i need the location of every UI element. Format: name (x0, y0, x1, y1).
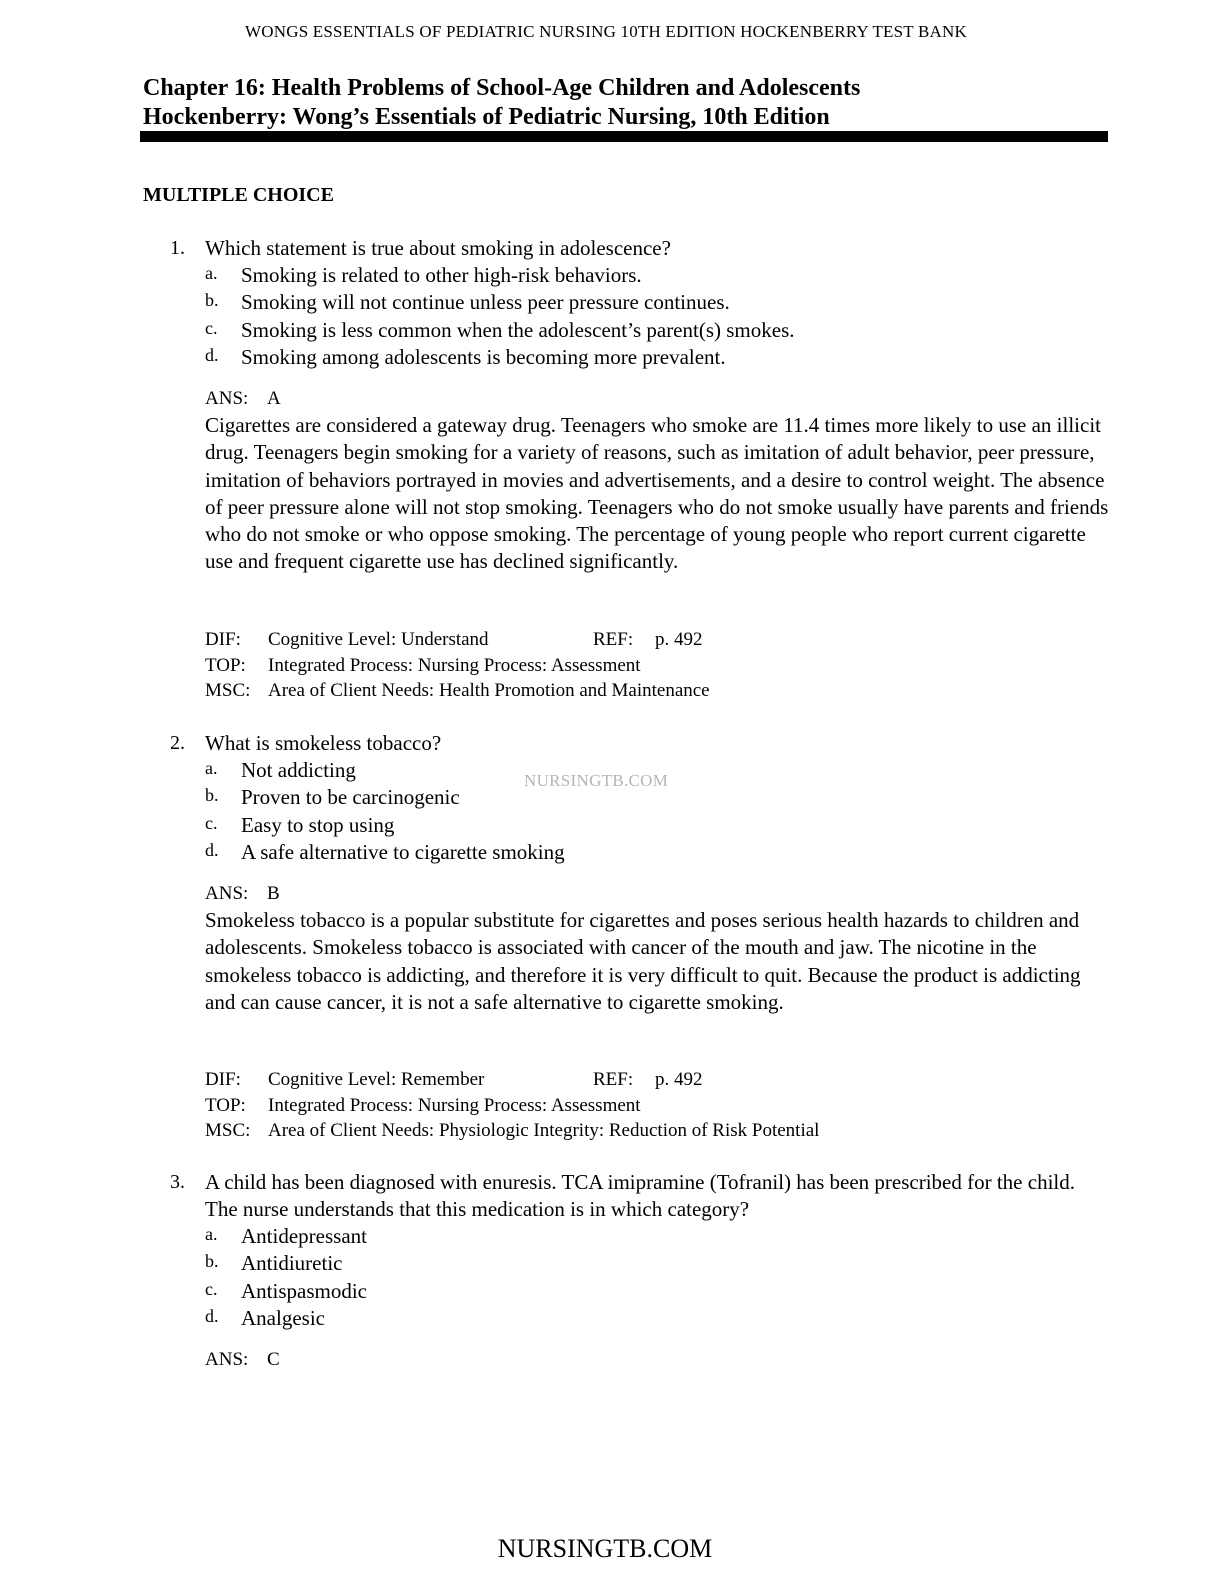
book-title-line: Hockenberry: Wong’s Essentials of Pediatric Nursing, 10th Edition (143, 104, 830, 130)
top-value: Integrated Process: Nursing Process: Assessment (268, 1094, 641, 1116)
option-text: Smoking is related to other high-risk behaviors. (241, 263, 642, 287)
ref-value: p. 492 (655, 629, 703, 650)
option-c (205, 812, 1110, 839)
title-rule (140, 131, 1108, 142)
answer-options (205, 262, 1110, 372)
option-letter: b. (205, 785, 219, 806)
top-row (205, 653, 1105, 679)
option-letter: c. (205, 812, 218, 833)
msc-value: Area of Client Needs: Health Promotion and Maintenance (268, 680, 710, 701)
dif-value: Cognitive Level: Remember (268, 1069, 485, 1090)
answer-label: ANS: (205, 388, 249, 409)
option-a (205, 262, 1110, 289)
question-stem: Which statement is true about smoking in adolescence? (205, 236, 671, 260)
ref-label: REF: (593, 1069, 634, 1090)
answer-options (205, 1223, 1110, 1333)
option-letter: d. (205, 1306, 219, 1327)
answer-value: C (267, 1349, 280, 1370)
option-letter: a. (205, 263, 218, 283)
question-number: 3. (170, 1171, 185, 1193)
msc-value: Area of Client Needs: Physiologic Integrity: Reduction of Risk Potential (268, 1120, 820, 1141)
option-d (205, 1305, 1110, 1332)
option-letter: b. (205, 290, 219, 311)
option-text: Smoking is less common when the adolescent’s parent(s) smokes. (241, 317, 795, 342)
option-b (205, 289, 1110, 316)
question-stem: A child has been diagnosed with enuresis. TCA imipramine (Tofranil) has been prescribed for the child. The nurse understands that this medication is in which category? (205, 1170, 1075, 1221)
option-letter: d. (205, 345, 219, 366)
question-metadata (205, 1067, 1105, 1144)
dif-row (205, 1067, 1105, 1093)
option-text: Antispasmodic (241, 1278, 367, 1303)
ref-value: p. 492 (655, 1069, 703, 1090)
answer-value: A (267, 388, 281, 409)
option-letter: c. (205, 317, 218, 338)
question-metadata (205, 627, 1105, 704)
option-text: Smoking among adolescents is becoming more prevalent. (241, 345, 726, 370)
option-text: Not addicting (241, 758, 356, 782)
answer-label: ANS: (205, 1349, 249, 1370)
question-stem: What is smokeless tobacco? (205, 731, 442, 755)
option-letter: d. (205, 840, 219, 861)
option-letter: b. (205, 1251, 219, 1272)
option-letter: a. (205, 1224, 218, 1244)
top-value: Integrated Process: Nursing Process: Assessment (268, 654, 641, 676)
answer-value: B (267, 883, 280, 904)
dif-value: Cognitive Level: Understand (268, 629, 489, 650)
option-text: Antidiuretic (241, 1251, 343, 1276)
option-c (205, 317, 1110, 344)
running-header: WONGS ESSENTIALS OF PEDIATRIC NURSING 10TH EDITION HOCKENBERRY TEST BANK (245, 22, 967, 41)
watermark: NURSINGTB.COM (524, 771, 669, 790)
rationale: Smokeless tobacco is a popular substitute for cigarettes and poses serious health hazards to children and adolescents. Smokeless tobacco is associated with cancer of the mouth and jaw. The nicotine in the smokeless tobacco is addicting, and therefore it is very difficult to quit. Because the product is addicting and can cause cancer, it is not a safe alternative to cigarette smoking. (205, 908, 1081, 1014)
page-footer: NURSINGTB.COM (497, 1534, 713, 1563)
answer-key (205, 386, 281, 412)
dif-row (205, 627, 1105, 653)
msc-label: MSC: (205, 680, 251, 701)
section-title: MULTIPLE CHOICE (143, 184, 334, 206)
top-label: TOP: (205, 1094, 246, 1116)
answer-key (205, 1347, 280, 1373)
question-number: 2. (170, 732, 185, 754)
option-text: Smoking will not continue unless peer pressure continues. (241, 290, 730, 315)
ref-label: REF: (593, 629, 634, 650)
chapter-title-line: Chapter 16: Health Problems of School-Age Children and Adolescents (143, 75, 861, 101)
option-text: A safe alternative to cigarette smoking (241, 840, 565, 865)
msc-row (205, 1118, 1105, 1144)
option-letter: c. (205, 1278, 218, 1299)
question-number: 1. (170, 237, 185, 259)
option-b (205, 1250, 1110, 1277)
option-c (205, 1278, 1110, 1305)
dif-label: DIF: (205, 629, 241, 650)
option-text: Easy to stop using (241, 812, 395, 837)
rationale: Cigarettes are considered a gateway drug. Teenagers who smoke are 11.4 times more likely to use an illicit drug. Teenagers begin smoking for a variety of reasons, such as imitation of adult behavior, peer pressure, imitation of behaviors portrayed in movies and advertisements, and a desire to control weight. The absence of peer pressure alone will not stop smoking. Teenagers who do not smoke usually have parents and friends who do not smoke or who oppose smoking. The percentage of young people who report current cigarette use and frequent cigarette use has declined significantly. (205, 413, 1109, 574)
msc-row (205, 678, 1105, 704)
chapter-title (143, 74, 860, 132)
top-row (205, 1093, 1105, 1119)
top-label: TOP: (205, 654, 246, 676)
answer-label: ANS: (205, 883, 249, 904)
answer-key (205, 881, 280, 907)
option-a (205, 1223, 1110, 1250)
option-text: Antidepressant (241, 1224, 367, 1248)
option-text: Analgesic (241, 1306, 325, 1331)
option-text: Proven to be carcinogenic (241, 785, 460, 810)
dif-label: DIF: (205, 1069, 241, 1090)
option-letter: a. (205, 758, 218, 778)
option-d (205, 344, 1110, 371)
option-d (205, 839, 1110, 866)
msc-label: MSC: (205, 1120, 251, 1141)
